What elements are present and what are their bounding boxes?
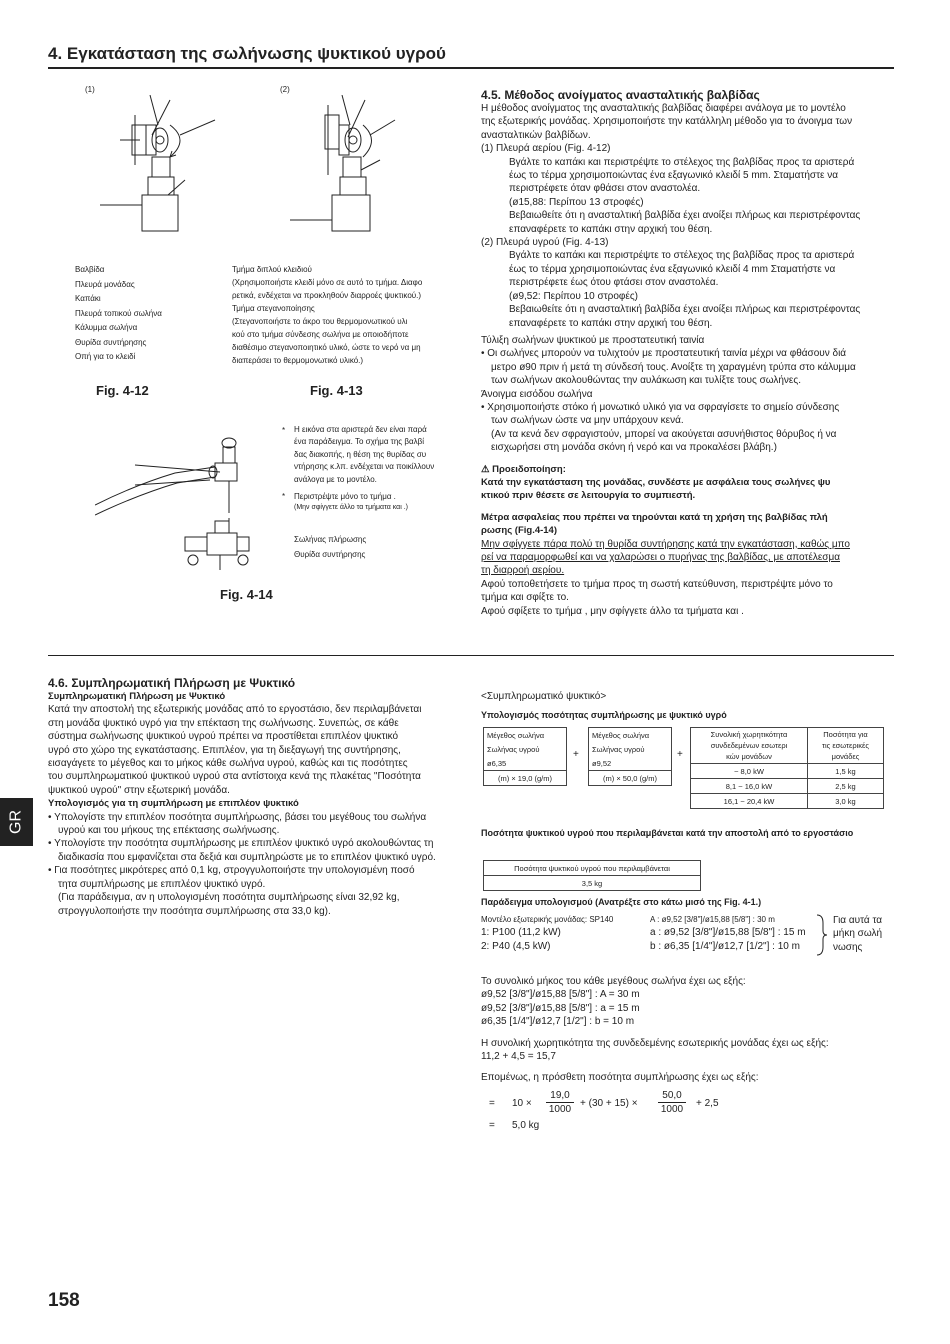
fig-note-2: ένα παράδειγμα. Το σχήμα της βαλβί [294,437,424,447]
example-pipes [650,913,806,953]
formula-eq-2: = [489,1120,495,1131]
sec45-liq-5: Βεβαιωθείτε ότι η ανασταλτική βαλβίδα έχει ανοίξει πλήρως και περιστρέφοντας [509,304,861,316]
sec45-liq-6: επαναφέρετε το καπάκι στην αρχική του θέση. [509,317,713,329]
valve-figures-illustration [80,95,480,245]
t1-head-1: Μέγεθος σωλήνα [484,728,567,743]
sec45-intro-2: της εξωτερικής μονάδας. Χρησιμοποιήστε την κατάλληλη μέθοδο για το άνοιγμα των [481,116,853,128]
t3-qty-2: 2,5 kg [808,779,884,794]
sec46-calc-8: στρογγυλοποιήστε την ποσότητα συμπλήρωσης στα 33,0 kg). [58,905,331,917]
brace-icon [815,913,829,957]
fig-asterisk-2: * [282,492,286,501]
table-row [691,779,884,794]
sec45-gas-title: (1) Πλευρά αερίου (Fig. 4-12) [481,143,611,155]
safety-rest-2: τμήμα και σφίξτε το. [481,592,569,604]
warning-heading [481,463,896,476]
sec46-body-4: υγρό στο χώρο της εγκατάστασης. Επιπλέον, για τη διεξαγωγή της συντήρησης, [48,744,401,756]
example-model-3: 2: P40 (4,5 kW) [481,940,551,952]
t3-head-b1: Ποσότητα για [823,730,868,739]
legend-right-2: (Χρησιμοποιήστε κλειδί μόνο σε αυτό το τμήμα. Διαφο [232,278,423,287]
t2-head-3: ø9,52 [589,756,672,771]
total-length-1: ø9,52 [3/8"]/ø15,88 [5/8"] : A = 30 m [481,989,640,1001]
section-4-6 [48,676,460,918]
fig-4-14-caption: Fig. 4-14 [220,587,273,602]
example-title: Παράδειγμα υπολογισμού (Ανατρέξτε στο κάτω μισό της Fig. 4-1.) [481,897,762,907]
t2-head-1: Μέγεθος σωλήνα [589,728,672,743]
sec45-liq-2: έως το τέρμα χρησιμοποιώντας ένα εξαγωνικό κλειδί 4 mm Σταματήστε να [509,263,836,275]
fill-label-1: Σωλήνας πλήρωσης [294,535,367,544]
fig-4-12-caption: Fig. 4-12 [96,383,149,398]
legend-right [232,263,422,367]
sec46-calc-7: (Για παράδειγμα, αν η υπολογισμένη ποσότητα συμπλήρωσης είναι 32,92 kg, [58,892,400,904]
safety-u-3: τη διαρροή αερίου. [481,565,565,577]
legend-right-8: διαπεράσει το θερμομονωτικό υλικό.) [232,356,364,365]
legend-right-1: Τμήμα διπλού κλειδιού [232,265,312,274]
t1-head-2: Σωλήνας υγρού [484,742,567,756]
legend-right-5: (Στεγανοποιήστε το άκρο του θερμομονωτικού υλι [232,317,408,326]
fig-note-1: Η εικόνα στα αριστερά δεν είναι παρά [294,425,427,434]
t3-head-capacity [691,728,808,764]
warning-body [481,476,896,503]
sec46-calc-4: διαδικασία που εμφανίζεται στα δεξιά και συμπληρώστε με το επιπλέον ψυκτικό υγρό. [58,851,436,863]
liquid-pipe-952-table [588,727,672,786]
t3-head-quantity [808,728,884,764]
fill-label-2: Θυρίδα συντήρησης [294,549,366,559]
legend-right-3: ρετικά, ενδέχεται να προκληθούν διαρροές ψυκτικού.) [232,291,422,300]
safety-title [481,511,896,538]
sec46-calc-6: τητα συμπλήρωσης με επιπλέον ψυκτικό υγρό. [58,878,266,890]
safety-title-2: ρωσης (Fig.4-14) [481,525,558,537]
formula-den-2: 1000 [660,1104,684,1115]
legend-left-2: Πλευρά μονάδας [75,279,135,289]
t3-cap-3: 16,1 ~ 20,4 kW [691,794,808,809]
factory-charge-table [483,860,701,891]
factory-charge-title: Ποσότητα ψυκτικού υγρού που περιλαμβάνεται κατά την αποστολή από το εργοστάσιο [481,828,854,838]
safety-u-2: ρεί να παραμορφωθεί και να χαλαρώσει ο πυρήνας της βαλβίδας, με αποτέλεσμα [481,552,840,563]
sec45-wrap-1: • Οι σωλήνες μπορούν να τυλιχτούν με προστατευτική ταινία μέχρι να φθάσουν διά [481,348,847,360]
fig-notes [294,424,434,486]
sec45-wrap-2: μετρο ø90 πριν ή μετά τη σύνδεσή τους. Ανοίξτε τη χαραγμένη τρύπα στο κάλυμμα [491,361,856,373]
sec45-intro [481,102,896,618]
safety-rest-1: Αφού τοποθετήσετε το τμήμα προς τη σωστή κατεύθυνση, περιστρέψτε μόνο το [481,578,833,590]
sec45-liq [481,249,896,329]
sec45-inlet-4: εισχωρήσει στη μονάδα σκόνη ή νερό και να προκαλέσει βλάβη.) [491,442,777,454]
t3-cap-1: ~ 8,0 kW [691,764,808,779]
t2-head-2: Σωλήνας υγρού [589,742,672,756]
sec46-body-3: σύστημα σωλήνωσης ψυκτικού υγρού πρέπει να προστίθεται επιπλέον ψυκτικό [48,731,399,743]
sec45-inlet-title: Άνοιγμα εισόδου σωλήνα [481,388,593,400]
fig-label-2: (2) [280,85,290,94]
legend-left-1: Βαλβίδα [75,265,105,274]
sec45-liq-3: περιστρέφετε έως ότου φτάσει στον αναστολέα. [509,277,719,289]
legend-left-6: Θυρίδα συντήρησης [75,337,147,347]
example-note-2: μήκη σωλή [833,928,883,940]
total-length-block [481,975,829,1085]
formula-term-c: + 2,5 [696,1098,719,1109]
legend-left-4: Πλευρά τοπικού σωλήνα [75,308,162,318]
sec45-gas-6: επαναφέρετε το καπάκι στην αρχική του θέση. [509,223,713,235]
sec45-inlet-3: (Αν τα κενά δεν σφραγιστούν, μπορεί να ακούγεται ασυνήθιστος θόρυβος ή να [491,428,837,440]
fig-note-3: δας διακοπής, η θέση της θυρίδας συ [294,449,427,459]
sec46-body-7: ψυκτικού υγρού" στην εξωτερική μονάδα. [48,784,230,796]
t3-head-a1: Συνολική χωρητικότητα [710,730,788,739]
t3-head-a2: συνδεδεμένων εσωτερι [710,741,788,750]
safety-underlined [481,538,896,578]
safety-u-1: Μην σφίγγετε πάρα πολύ τη θυρίδα συντήρησης κατά την εγκατάσταση, καθώς μπο [481,538,850,550]
formula-num-2: 50,0 [662,1090,682,1101]
sec45-wrap-title: Τύλιξη σωλήνων ψυκτικού με προστατευτική ταινία [481,334,705,346]
t3-qty-3: 3,0 kg [808,794,884,809]
t3-head-b3: μονάδες [831,752,860,761]
sec45-wrap-3: των σωλήνων ακολουθώντας την αυλάκωση και τυλίξτε τους σωλήνες. [491,375,801,387]
fig-asterisk-1: * [282,426,286,435]
sec45-liq-1: Βγάλτε το καπάκι και περιστρέψτε το στέλεχος της βαλβίδας προς τα αριστερά [509,250,855,262]
safety-title-1: Μέτρα ασφαλείας που πρέπει να τηρούνται κατά τη χρήση της βαλβίδας πλή [481,511,828,523]
example-model-2: 1: P100 (11,2 kW) [481,927,561,939]
factory-charge-head: Ποσότητα ψυκτικού υγρού που περιλαμβάνεται [484,861,701,876]
t1-head-3: ø6,35 [484,756,567,771]
safety-rest-3: Αφού σφίξετε το τμήμα , μην σφίγγετε άλλο τα τμήματα και . [481,605,744,617]
example-pipe-b: b : ø6,35 [1/4"]/ø12,7 [1/2"] : 10 m [650,940,800,952]
warning-triangle-icon: ⚠ [481,463,490,475]
example-note [833,914,882,954]
capacity-sum: 11,2 + 4,5 = 15,7 [481,1051,556,1063]
fig-note-rotate: Περιστρέψτε μόνο το τμήμα . [294,492,396,501]
t3-head-a3: κών μονάδων [726,752,772,761]
legend-left-7: Οπή για το κλειδί [75,352,136,361]
result-intro: Επομένως, η πρόσθετη ποσότητα συμπλήρωσης έχει ως εξής: [481,1072,759,1084]
t1-formula: (m) × 19,0 (g/m) [484,771,567,786]
fig-note-5: ανάλογα με το μοντέλο. [294,474,377,484]
t2-formula: (m) × 50,0 (g/m) [589,771,672,786]
sec46-calc-5: • Για ποσότητες μικρότερες από 0,1 kg, στρογγυλοποιήστε την υπολογισμένη ποσό [48,865,415,877]
sec46-calc-3: • Υπολογίστε την ποσότητα συμπλήρωσης με επιπλέον ψυκτικό υγρό ακολουθώντας τη [48,838,434,850]
total-length-intro: Το συνολικό μήκος του κάθε μεγέθους σωλήνα έχει ως εξής: [481,976,746,987]
page-number: 158 [48,1290,80,1311]
legend-right-6: κού στο τμήμα σύνδεσης σωλήνα με οποιοδήποτε [232,330,409,339]
section-4-5-heading: 4.5. Μέθοδος ανοίγματος ανασταλτικής βαλβίδας [481,88,760,102]
sec46-body-5: εισαγάγετε το μέγεθος και το μήκος κάθε σωλήνα υγρού, καθώς και τις ποσότητες [48,758,408,770]
formula-term-a: 10 × [512,1098,532,1109]
formula-term-b: + (30 + 15) × [580,1098,638,1109]
example-note-1: Για αυτά τα [833,915,883,926]
legend-left [75,263,162,365]
fig-4-13-caption: Fig. 4-13 [310,383,363,398]
sec45-intro-1: Η μέθοδος ανοίγματος της ανασταλτικής βαλβίδας διαφέρει ανάλογα με το μοντέλο [481,103,846,114]
sec45-gas-3: περιστρέφετε όταν φθάσει στον αναστολέα. [509,183,701,195]
sec45-gas-1: Βγάλτε το καπάκι και περιστρέψτε το στέλεχος της βαλβίδας προς τα αριστερά [509,156,855,168]
formula-num-1: 19,0 [550,1090,570,1101]
language-tab: GR [0,798,33,846]
warning-1: Κατά την εγκατάσταση της μονάδας, συνδέστε με ασφάλεια τους σωλήνες ψυ [481,476,831,488]
liquid-pipe-635-table [483,727,567,786]
supp-refrigerant-label: <Συμπληρωματικό ψυκτικό> [481,691,607,702]
t3-cap-2: 8,1 ~ 16,0 kW [691,779,808,794]
formula-eq-1: = [489,1098,495,1109]
fig-note-4: ντήρησης κ.λπ. ενδέχεται να ποικίλλουν [294,462,435,472]
legend-left-3: Καπάκι [75,294,101,303]
sec45-gas-2: έως το τέρμα χρησιμοποιώντας ένα εξαγωνικό κλειδί 5 mm. Σταματήστε να [509,170,839,182]
legend-left-5: Κάλυμμα σωλήνα [75,323,138,332]
formula-result: 5,0 kg [512,1120,540,1131]
sec45-inlet-1: • Χρησιμοποιήστε στόκο ή μονωτικό υλικό για να σφραγίσετε το σημείο σύνδεσης [481,401,840,413]
t3-qty-1: 1,5 kg [808,764,884,779]
indoor-capacity-table [690,727,884,809]
fill-labels [294,533,366,562]
warning-2: κτικού πριν θέσετε σε λειτουργία το συμπιεστή. [481,490,696,502]
total-length-2: ø9,52 [3/8"]/ø15,88 [5/8"] : a = 15 m [481,1002,640,1014]
example-model-1: Μοντέλο εξωτερικής μονάδας: SP140 [481,915,614,924]
sec46-body-2: στη μονάδα ψυκτικό υγρό για την επέκταση της σωλήνωσης. Συνεπώς, σε κάθε [48,717,399,729]
example-pipe-A: A : ø9,52 [3/8"]/ø15,88 [5/8"] : 30 m [650,915,775,924]
sec46-body-6: του συμπληρωματικού ψυκτικού υγρού στα αντίστοιχα κενά της πλακέτας "Ποσότητα [48,771,421,783]
sec46-body-1: Κατά την αποστολή της εξωτερικής μονάδας από το εργοστάσιο, δεν περιλαμβάνεται [48,704,422,716]
page-title: 4. Εγκατάσταση της σωλήνωσης ψυκτικού υγρού [48,44,446,63]
charge-valve-illustration [95,425,295,585]
sec46-calc-title: Υπολογισμός για τη συμπλήρωση με επιπλέον ψυκτικό [48,798,299,810]
fig-label-1: (1) [85,85,95,94]
sec45-inlet-2: των σωλήνων ώστε να μην υπάρχουν κενά. [491,415,684,427]
factory-charge-value: 3,5 kg [484,876,701,891]
fig-note-tighten: (Μην σφίγγετε άλλο τα τμήματα και .) [294,504,408,511]
capacity-intro: Η συνολική χωρητικότητα της συνδεδεμένης εσωτερικής μονάδας έχει ως εξής: [481,1037,829,1049]
legend-right-4: Τμήμα στεγανοποίησης [232,304,315,313]
example-note-3: νωσης [833,941,863,953]
total-length-3: ø6,35 [1/4"]/ø12,7 [1/2"] : b = 10 m [481,1016,635,1028]
sec45-liq-4: (ø9,52: Περίπου 10 στροφές) [509,290,638,302]
formula-den-1: 1000 [548,1104,572,1115]
title-rule [48,67,894,69]
sec45-gas [481,156,896,236]
section-4-6-heading: 4.6. Συμπληρωματική Πλήρωση με Ψυκτικό [48,676,296,690]
warning-title: Προειδοποίηση: [492,463,566,475]
sec45-gas-5: Βεβαιωθείτε ότι η ανασταλτική βαλβίδα έχει ανοίξει πλήρως και περιστρέφοντας [509,210,861,222]
sec45-gas-4: (ø15,88: Περίπου 13 στροφές) [509,196,644,208]
sec45-intro-3: ανασταλτικών βαλβίδων. [481,129,591,141]
t3-head-b2: τις εσωτερικές [822,741,869,750]
section-4-5 [481,88,896,618]
sec46-sub: Συμπληρωματική Πλήρωση με Ψυκτικό [48,691,226,702]
table-row [691,764,884,779]
sec46-calc-2: υγρού και του μήκους της επέκτασης σωλήνωσης. [58,825,280,837]
sec45-liq-title: (2) Πλευρά υγρού (Fig. 4-13) [481,237,609,249]
example-pipe-a: a : ø9,52 [3/8"]/ø15,88 [5/8"] : 15 m [650,927,806,939]
legend-right-7: διαθέσιμο στεγανοποιητικό υλικό, ώστε το νερό να μη [232,343,421,352]
section-divider [48,655,894,656]
table-row [691,794,884,809]
sec46-calc-1: • Υπολογίστε την επιπλέον ποσότητα συμπλήρωσης, βάσει του μεγέθους του σωλήνα [48,811,427,823]
plus-sign-2: + [677,749,683,760]
calc-quantity-title: Υπολογισμός ποσότητας συμπλήρωσης με ψυκτικό υγρό [481,710,727,720]
plus-sign-1: + [573,749,579,760]
example-models [481,913,613,953]
